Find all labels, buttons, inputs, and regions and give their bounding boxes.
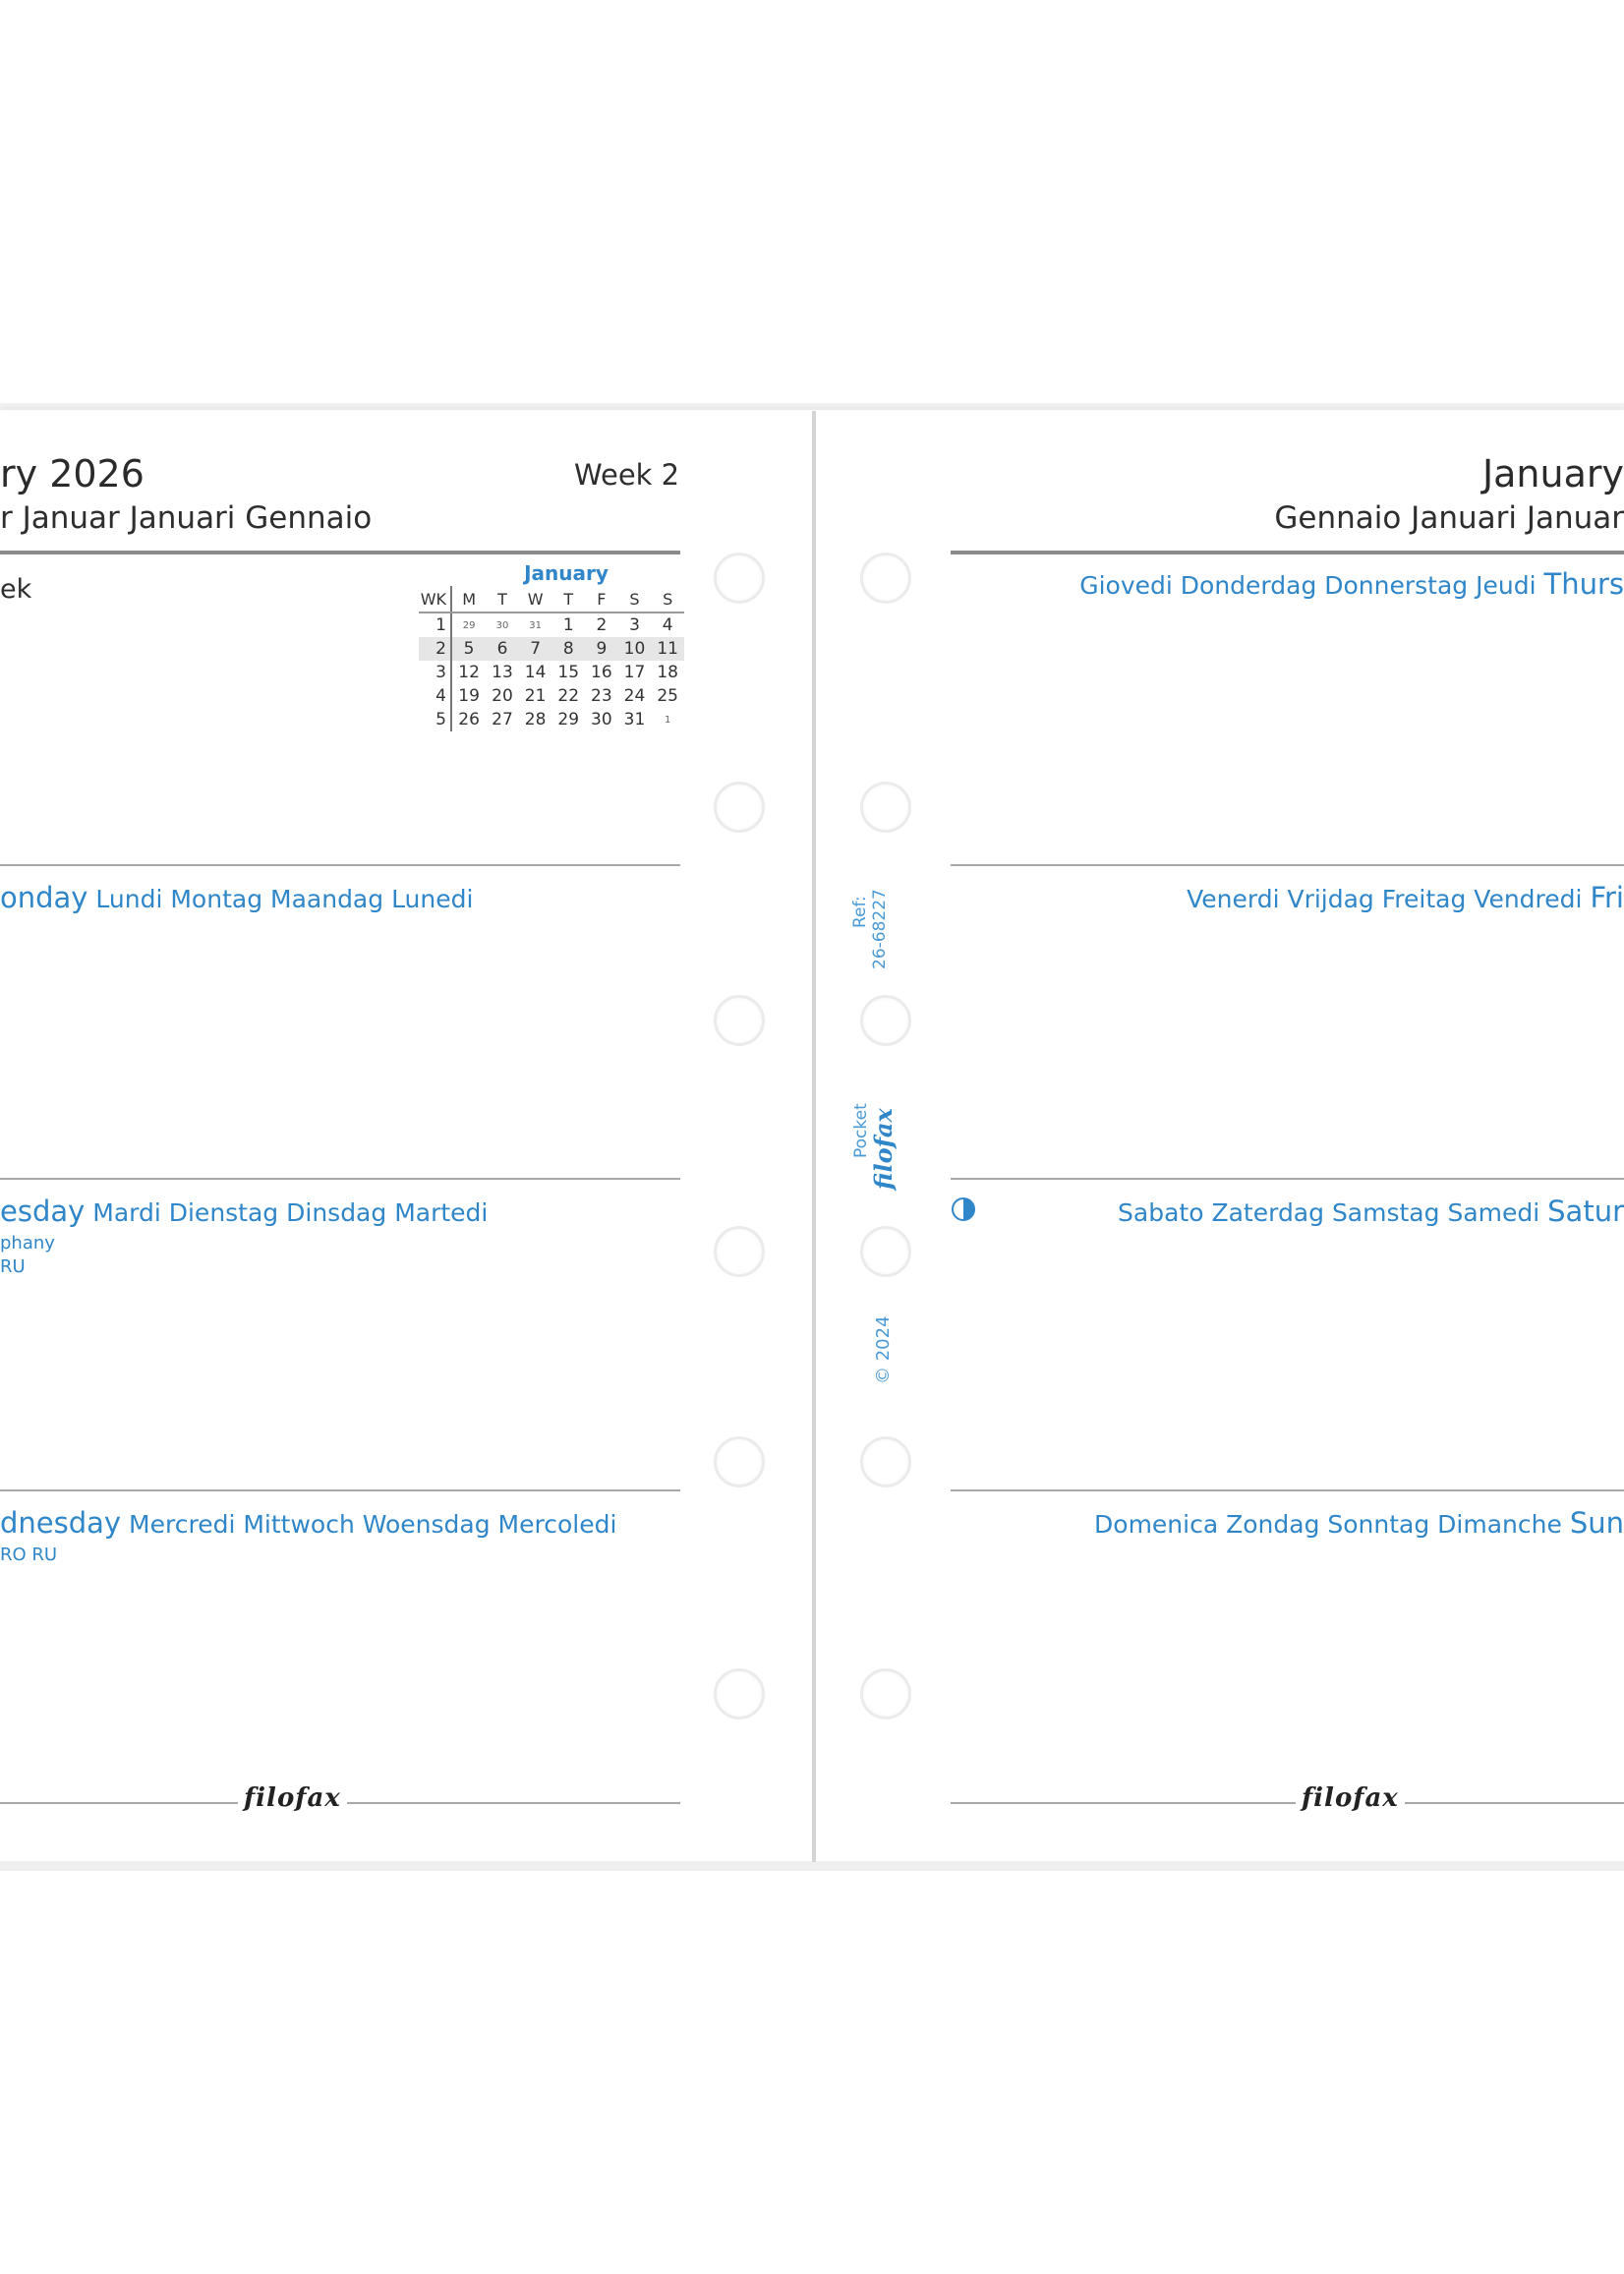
day-cell: 8 xyxy=(551,637,585,661)
day-name-translations: Lundi Montag Maandag Lunedi xyxy=(95,885,474,913)
header-mon: M xyxy=(451,586,486,612)
saturday-divider xyxy=(951,1178,1624,1180)
header-tue: T xyxy=(486,586,519,612)
week-number-label: Week 2 xyxy=(574,458,680,492)
day-cell: 16 xyxy=(591,663,612,682)
day-name-english: onday xyxy=(0,881,88,914)
day-heading-sunday xyxy=(1094,1506,1624,1540)
right-footer-rule xyxy=(951,1802,1624,1804)
left-month-title: ry 2026 xyxy=(0,452,145,496)
day-cell: 15 xyxy=(557,663,580,682)
holiday-country-codes: RO RU xyxy=(0,1545,58,1565)
size-label: Pocket xyxy=(851,1103,871,1158)
day-cell: 12 xyxy=(458,663,480,682)
week-row-3 xyxy=(419,661,684,684)
header-wk: WK xyxy=(419,586,451,612)
day-cell: 25 xyxy=(657,686,678,706)
day-heading-saturday xyxy=(1118,1197,1624,1226)
right-month-subtitle: Gennaio Januari Januar xyxy=(1274,500,1624,536)
week-number: 3 xyxy=(419,661,451,684)
header-thu: T xyxy=(551,586,585,612)
day-cell: 30 xyxy=(495,619,509,631)
notes-label: ek xyxy=(0,574,32,605)
day-cell: 28 xyxy=(524,710,547,729)
day-name-translations: Domenica Zondag Sonntag Dimanche xyxy=(1094,1510,1562,1539)
day-cell: 29 xyxy=(462,619,476,631)
ring-hole xyxy=(714,553,765,604)
ring-hole xyxy=(860,782,911,833)
ref-prefix: Ref: xyxy=(850,896,870,928)
week-number: 1 xyxy=(419,612,451,637)
week-number: 2 xyxy=(419,637,451,661)
day-cell: 17 xyxy=(623,663,646,682)
day-cell: 7 xyxy=(519,637,552,661)
day-cell: 21 xyxy=(524,686,547,706)
day-cell: 30 xyxy=(591,710,612,729)
day-name-translations: Mardi Dienstag Dinsdag Martedi xyxy=(92,1198,489,1227)
day-name-translations: Giovedi Donderdag Donnerstag Jeudi xyxy=(1079,571,1537,600)
day-heading-wednesday xyxy=(0,1506,617,1540)
day-heading-friday xyxy=(1187,881,1624,914)
day-name-translations: Sabato Zaterdag Samstag Samedi xyxy=(1118,1198,1540,1227)
day-name-english: dnesday xyxy=(0,1506,122,1540)
friday-divider xyxy=(951,864,1624,866)
day-cell: 9 xyxy=(585,637,618,661)
week-number: 4 xyxy=(419,684,451,708)
day-cell: 31 xyxy=(529,619,542,631)
day-cell: 26 xyxy=(458,710,480,729)
day-cell: 19 xyxy=(458,686,480,706)
spine-filofax-logo: filofax xyxy=(869,1108,898,1190)
mini-calendar-grid xyxy=(419,586,684,731)
mini-calendar-header-row xyxy=(419,586,684,612)
monday-divider xyxy=(0,864,680,866)
ring-hole xyxy=(714,1668,765,1720)
week-number: 5 xyxy=(419,708,451,731)
day-name-english: Fri xyxy=(1590,881,1624,914)
week-row-2-current xyxy=(419,637,684,661)
spread-bottom-edge xyxy=(0,1861,1624,1871)
ring-hole xyxy=(860,1668,911,1720)
page-spine xyxy=(812,411,816,1862)
filofax-logo: filofax xyxy=(1296,1783,1405,1813)
filofax-logo: filofax xyxy=(238,1783,347,1813)
moon-first-quarter-icon xyxy=(951,1196,976,1222)
left-header-rule xyxy=(0,551,680,554)
sunday-divider xyxy=(951,1489,1624,1491)
day-cell: 18 xyxy=(657,663,678,682)
day-cell: 1 xyxy=(664,714,671,726)
day-name-english: esday xyxy=(0,1195,86,1228)
ring-hole xyxy=(860,553,911,604)
tuesday-divider xyxy=(0,1178,680,1180)
ring-hole xyxy=(860,995,911,1046)
header-fri: F xyxy=(585,586,618,612)
day-heading-monday xyxy=(0,881,474,914)
ring-hole xyxy=(714,782,765,833)
day-cell: 3 xyxy=(629,615,640,635)
day-name-translations: Venerdi Vrijdag Freitag Vendredi xyxy=(1187,885,1583,913)
day-cell: 11 xyxy=(651,637,684,661)
day-cell: 23 xyxy=(591,686,612,706)
day-heading-tuesday xyxy=(0,1197,488,1226)
day-cell: 1 xyxy=(562,615,574,635)
week-row-4 xyxy=(419,684,684,708)
right-header-rule xyxy=(951,551,1624,554)
copyright-label: © 2024 xyxy=(873,1315,894,1384)
day-cell: 31 xyxy=(623,710,646,729)
ring-hole xyxy=(714,995,765,1046)
day-cell: 5 xyxy=(451,637,486,661)
header-wed: W xyxy=(519,586,552,612)
day-name-english: Thurs xyxy=(1543,567,1624,601)
day-cell: 20 xyxy=(492,686,513,706)
day-cell: 13 xyxy=(492,663,513,682)
day-heading-thursday xyxy=(1079,567,1624,601)
header-sun: S xyxy=(651,586,684,612)
mini-calendar-month: January xyxy=(524,561,609,585)
day-cell: 24 xyxy=(623,686,646,706)
header-sat: S xyxy=(618,586,652,612)
mini-calendar xyxy=(419,560,684,731)
day-cell: 27 xyxy=(492,710,513,729)
day-cell: 2 xyxy=(596,615,608,635)
right-month-title: January xyxy=(1481,452,1624,496)
day-cell: 4 xyxy=(662,615,673,635)
day-name-english: Sun xyxy=(1569,1506,1624,1540)
holiday-note: phany xyxy=(0,1233,55,1254)
left-month-subtitle: r Januar Januari Gennaio xyxy=(0,500,373,536)
day-cell: 6 xyxy=(486,637,519,661)
ring-hole xyxy=(714,1436,765,1487)
day-cell: 10 xyxy=(618,637,652,661)
ring-hole xyxy=(860,1436,911,1487)
week-row-5 xyxy=(419,708,684,731)
ring-hole xyxy=(714,1226,765,1277)
day-cell: 29 xyxy=(557,710,580,729)
holiday-country-codes: RU xyxy=(0,1256,26,1277)
ring-hole xyxy=(860,1226,911,1277)
day-cell: 14 xyxy=(524,663,547,682)
day-cell: 22 xyxy=(557,686,580,706)
ref-code: 26-68227 xyxy=(870,889,890,969)
wednesday-divider xyxy=(0,1489,680,1491)
week-row-1 xyxy=(419,612,684,637)
ref-label xyxy=(851,896,869,928)
day-name-translations: Mercredi Mittwoch Woensdag Mercoledi xyxy=(129,1510,617,1539)
day-name-english: Satur xyxy=(1547,1195,1624,1228)
